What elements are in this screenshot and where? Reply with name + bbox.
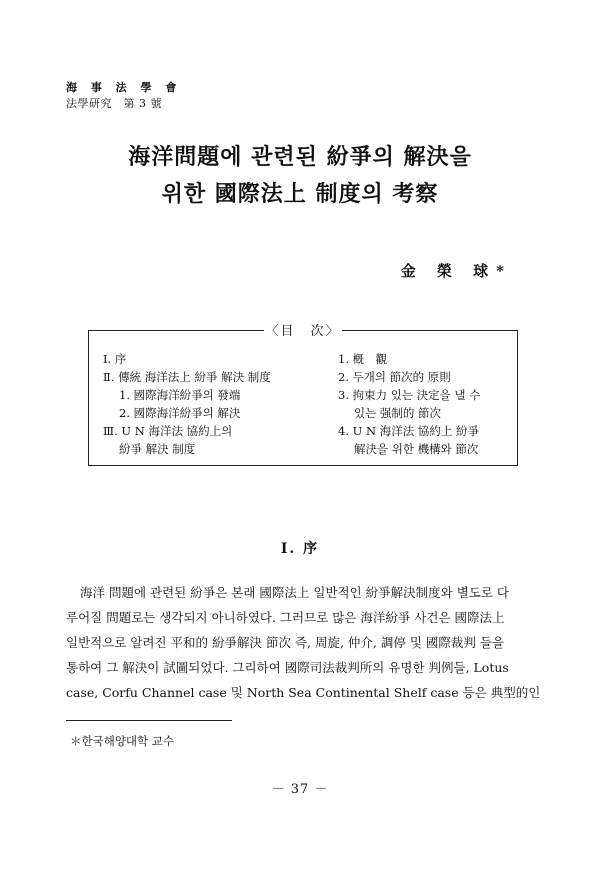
author-name: 金 榮 球* xyxy=(400,262,512,280)
toc-entry: Ⅰ. 序 xyxy=(103,352,127,366)
toc-entry: 있는 强制的 節次 xyxy=(354,406,442,420)
toc-entry: 1. 國際海洋紛爭의 發端 xyxy=(119,388,241,402)
toc-entry: Ⅲ. U N 海洋法 協約上의 xyxy=(103,424,233,438)
toc-heading: 〈目 次〉 xyxy=(264,320,342,339)
journal-header xyxy=(66,80,181,112)
toc-right-column xyxy=(338,350,480,458)
journal-volume: 法學研究 第 3 號 xyxy=(66,97,162,110)
paper-title-line-1: 海洋問題에 관련된 紛爭의 解決을 xyxy=(128,144,472,170)
toc-entry: 2. 두개의 節次的 原則 xyxy=(338,370,451,384)
toc-entry: 解決을 위한 機構와 節次 xyxy=(354,442,479,456)
footnote-divider xyxy=(66,720,232,721)
body-line: 海洋 問題에 관련된 紛爭은 본래 國際法上 일반적인 紛爭解決制度와 별도로 다 xyxy=(80,585,509,600)
body-line: 일반적으로 알려진 平和的 紛爭解決 節次 즉, 周旋, 仲介, 調停 및 國際裁判 들을 xyxy=(66,635,505,650)
toc-entry: 2. 國際海洋紛爭의 解決 xyxy=(119,406,241,420)
paper-title-line-2: 위한 國際法上 制度의 考察 xyxy=(161,181,439,207)
society-name: 海 事 法 學 會 xyxy=(66,81,182,94)
footnote: ＊한국해양대학 교수 xyxy=(70,734,175,748)
body-line: 루어질 問題로는 생각되지 아니하였다. 그러므로 많은 海洋紛爭 사건은 國際法上 xyxy=(66,610,505,625)
body-paragraph xyxy=(66,580,541,705)
section-heading: Ⅰ. 序 xyxy=(280,541,320,557)
toc-entry: 紛爭 解決 制度 xyxy=(119,442,196,456)
toc-entry: Ⅱ. 傳統 海洋法上 紛爭 解決 制度 xyxy=(103,370,271,384)
body-line: 통하여 그 解決이 試圖되었다. 그리하여 國際司法裁判所의 유명한 判例들, Lotus xyxy=(66,660,509,675)
page-number: － 37 － xyxy=(271,782,329,797)
toc-entry: 4. U N 海洋法 協約上 紛爭 xyxy=(338,424,480,438)
toc-left-column xyxy=(103,350,271,458)
toc-entry: 1. 槪 觀 xyxy=(338,352,388,366)
body-line: case, Corfu Channel case 및 North Sea Continental Shelf case 등은 典型的인 xyxy=(66,685,541,700)
toc-entry: 3. 拘束力 있는 決定을 낼 수 xyxy=(338,388,481,402)
